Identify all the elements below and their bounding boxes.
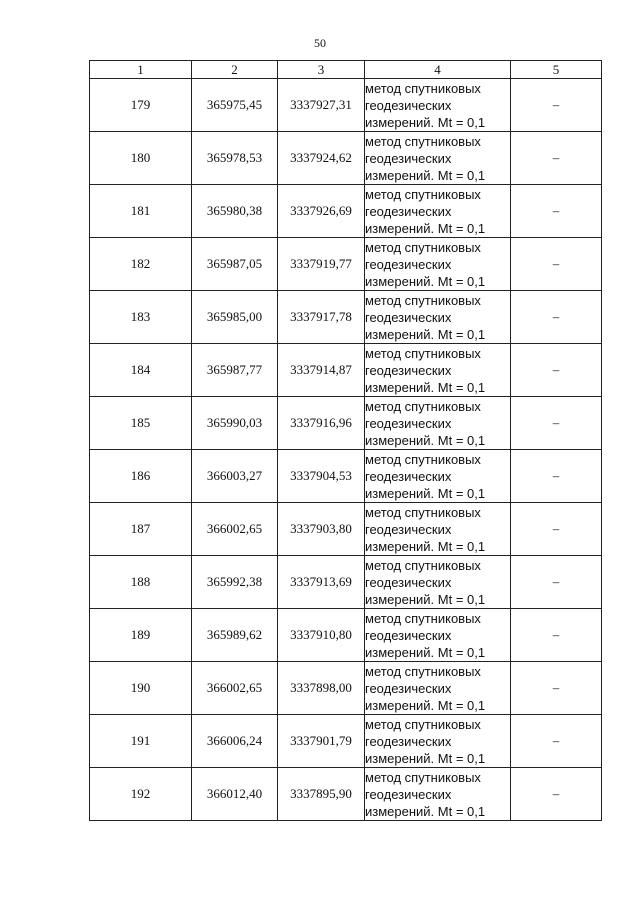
y-coordinate-cell: 3337924,62 xyxy=(278,132,365,185)
method-text-line: измерений. Mt = 0,1 xyxy=(365,273,486,289)
note-cell: – xyxy=(511,397,602,450)
x-coordinate-cell: 365989,62 xyxy=(192,609,278,662)
header-col-5: 5 xyxy=(511,61,602,79)
method-text-line: метод спутниковых xyxy=(365,80,481,96)
table-row xyxy=(90,609,602,662)
table-row xyxy=(90,397,602,450)
header-col-2: 2 xyxy=(192,61,278,79)
method-cell xyxy=(365,397,511,450)
point-number-cell: 182 xyxy=(90,238,192,291)
y-coordinate-cell: 3337898,00 xyxy=(278,662,365,715)
y-coordinate-cell: 3337895,90 xyxy=(278,768,365,821)
point-number-cell: 179 xyxy=(90,79,192,132)
method-cell xyxy=(365,450,511,503)
method-text-line: измерений. Mt = 0,1 xyxy=(365,432,486,448)
y-coordinate-cell: 3337913,69 xyxy=(278,556,365,609)
method-cell xyxy=(365,291,511,344)
note-cell: – xyxy=(511,503,602,556)
method-text-line: геодезических xyxy=(365,468,452,484)
method-text-line: метод спутниковых xyxy=(365,398,481,414)
method-cell xyxy=(365,662,511,715)
y-coordinate-cell: 3337910,80 xyxy=(278,609,365,662)
y-coordinate-cell: 3337919,77 xyxy=(278,238,365,291)
y-coordinate-cell: 3337901,79 xyxy=(278,715,365,768)
method-text-line: измерений. Mt = 0,1 xyxy=(365,644,486,660)
x-coordinate-cell: 365975,45 xyxy=(192,79,278,132)
method-text-line: измерений. Mt = 0,1 xyxy=(365,114,486,130)
table-row xyxy=(90,768,602,821)
table-row xyxy=(90,556,602,609)
method-text-line: геодезических xyxy=(365,733,452,749)
method-text-line: геодезических xyxy=(365,786,452,802)
method-text-line: метод спутниковых xyxy=(365,345,481,361)
point-number-cell: 190 xyxy=(90,662,192,715)
table-row xyxy=(90,450,602,503)
y-coordinate-cell: 3337926,69 xyxy=(278,185,365,238)
point-number-cell: 186 xyxy=(90,450,192,503)
method-text-line: метод спутниковых xyxy=(365,663,481,679)
y-coordinate-cell: 3337927,31 xyxy=(278,79,365,132)
method-text-line: геодезических xyxy=(365,521,452,537)
coordinates-table xyxy=(89,60,602,821)
method-text-line: геодезических xyxy=(365,203,452,219)
x-coordinate-cell: 366002,65 xyxy=(192,662,278,715)
x-coordinate-cell: 365987,77 xyxy=(192,344,278,397)
method-cell xyxy=(365,556,511,609)
note-cell: – xyxy=(511,768,602,821)
table-row xyxy=(90,185,602,238)
note-cell: – xyxy=(511,238,602,291)
note-cell: – xyxy=(511,662,602,715)
method-cell xyxy=(365,715,511,768)
method-text-line: метод спутниковых xyxy=(365,133,481,149)
table-row xyxy=(90,662,602,715)
method-text-line: измерений. Mt = 0,1 xyxy=(365,167,486,183)
method-text-line: измерений. Mt = 0,1 xyxy=(365,485,486,501)
point-number-cell: 188 xyxy=(90,556,192,609)
method-text-line: геодезических xyxy=(365,680,452,696)
note-cell: – xyxy=(511,609,602,662)
y-coordinate-cell: 3337914,87 xyxy=(278,344,365,397)
method-text-line: метод спутниковых xyxy=(365,504,481,520)
method-text-line: геодезических xyxy=(365,362,452,378)
method-cell xyxy=(365,79,511,132)
method-cell xyxy=(365,503,511,556)
method-text-line: измерений. Mt = 0,1 xyxy=(365,803,486,819)
method-cell xyxy=(365,609,511,662)
method-text-line: геодезических xyxy=(365,627,452,643)
header-col-1: 1 xyxy=(90,61,192,79)
point-number-cell: 191 xyxy=(90,715,192,768)
point-number-cell: 189 xyxy=(90,609,192,662)
header-col-4: 4 xyxy=(365,61,511,79)
table-header-row xyxy=(90,61,602,79)
method-text-line: геодезических xyxy=(365,415,452,431)
note-cell: – xyxy=(511,79,602,132)
point-number-cell: 183 xyxy=(90,291,192,344)
table-row xyxy=(90,344,602,397)
method-cell xyxy=(365,238,511,291)
note-cell: – xyxy=(511,344,602,397)
note-cell: – xyxy=(511,450,602,503)
note-cell: – xyxy=(511,715,602,768)
y-coordinate-cell: 3337916,96 xyxy=(278,397,365,450)
method-text-line: метод спутниковых xyxy=(365,769,481,785)
table-row xyxy=(90,715,602,768)
x-coordinate-cell: 365978,53 xyxy=(192,132,278,185)
method-text-line: метод спутниковых xyxy=(365,716,481,732)
x-coordinate-cell: 365992,38 xyxy=(192,556,278,609)
x-coordinate-cell: 366012,40 xyxy=(192,768,278,821)
y-coordinate-cell: 3337903,80 xyxy=(278,503,365,556)
note-cell: – xyxy=(511,185,602,238)
method-text-line: геодезических xyxy=(365,309,452,325)
table-row xyxy=(90,238,602,291)
x-coordinate-cell: 366003,27 xyxy=(192,450,278,503)
table-row xyxy=(90,79,602,132)
table-body xyxy=(90,79,602,821)
method-text-line: геодезических xyxy=(365,150,452,166)
method-text-line: измерений. Mt = 0,1 xyxy=(365,220,486,236)
method-text-line: метод спутниковых xyxy=(365,557,481,573)
point-number-cell: 185 xyxy=(90,397,192,450)
method-cell xyxy=(365,132,511,185)
point-number-cell: 181 xyxy=(90,185,192,238)
x-coordinate-cell: 365980,38 xyxy=(192,185,278,238)
method-text-line: измерений. Mt = 0,1 xyxy=(365,591,486,607)
table-row xyxy=(90,291,602,344)
header-col-3: 3 xyxy=(278,61,365,79)
x-coordinate-cell: 366002,65 xyxy=(192,503,278,556)
method-cell xyxy=(365,344,511,397)
point-number-cell: 192 xyxy=(90,768,192,821)
page-number: 50 xyxy=(314,36,326,50)
x-coordinate-cell: 365987,05 xyxy=(192,238,278,291)
note-cell: – xyxy=(511,132,602,185)
method-text-line: измерений. Mt = 0,1 xyxy=(365,538,486,554)
method-text-line: метод спутниковых xyxy=(365,292,481,308)
x-coordinate-cell: 366006,24 xyxy=(192,715,278,768)
y-coordinate-cell: 3337904,53 xyxy=(278,450,365,503)
method-text-line: геодезических xyxy=(365,574,452,590)
note-cell: – xyxy=(511,556,602,609)
method-text-line: измерений. Mt = 0,1 xyxy=(365,379,486,395)
table-row xyxy=(90,503,602,556)
method-cell xyxy=(365,185,511,238)
method-cell xyxy=(365,768,511,821)
method-text-line: измерений. Mt = 0,1 xyxy=(365,326,486,342)
method-text-line: метод спутниковых xyxy=(365,610,481,626)
method-text-line: метод спутниковых xyxy=(365,451,481,467)
point-number-cell: 184 xyxy=(90,344,192,397)
method-text-line: измерений. Mt = 0,1 xyxy=(365,697,486,713)
method-text-line: геодезических xyxy=(365,97,452,113)
point-number-cell: 180 xyxy=(90,132,192,185)
x-coordinate-cell: 365985,00 xyxy=(192,291,278,344)
y-coordinate-cell: 3337917,78 xyxy=(278,291,365,344)
method-text-line: метод спутниковых xyxy=(365,186,481,202)
point-number-cell: 187 xyxy=(90,503,192,556)
method-text-line: измерений. Mt = 0,1 xyxy=(365,750,486,766)
note-cell: – xyxy=(511,291,602,344)
method-text-line: геодезических xyxy=(365,256,452,272)
method-text-line: метод спутниковых xyxy=(365,239,481,255)
x-coordinate-cell: 365990,03 xyxy=(192,397,278,450)
table-row xyxy=(90,132,602,185)
